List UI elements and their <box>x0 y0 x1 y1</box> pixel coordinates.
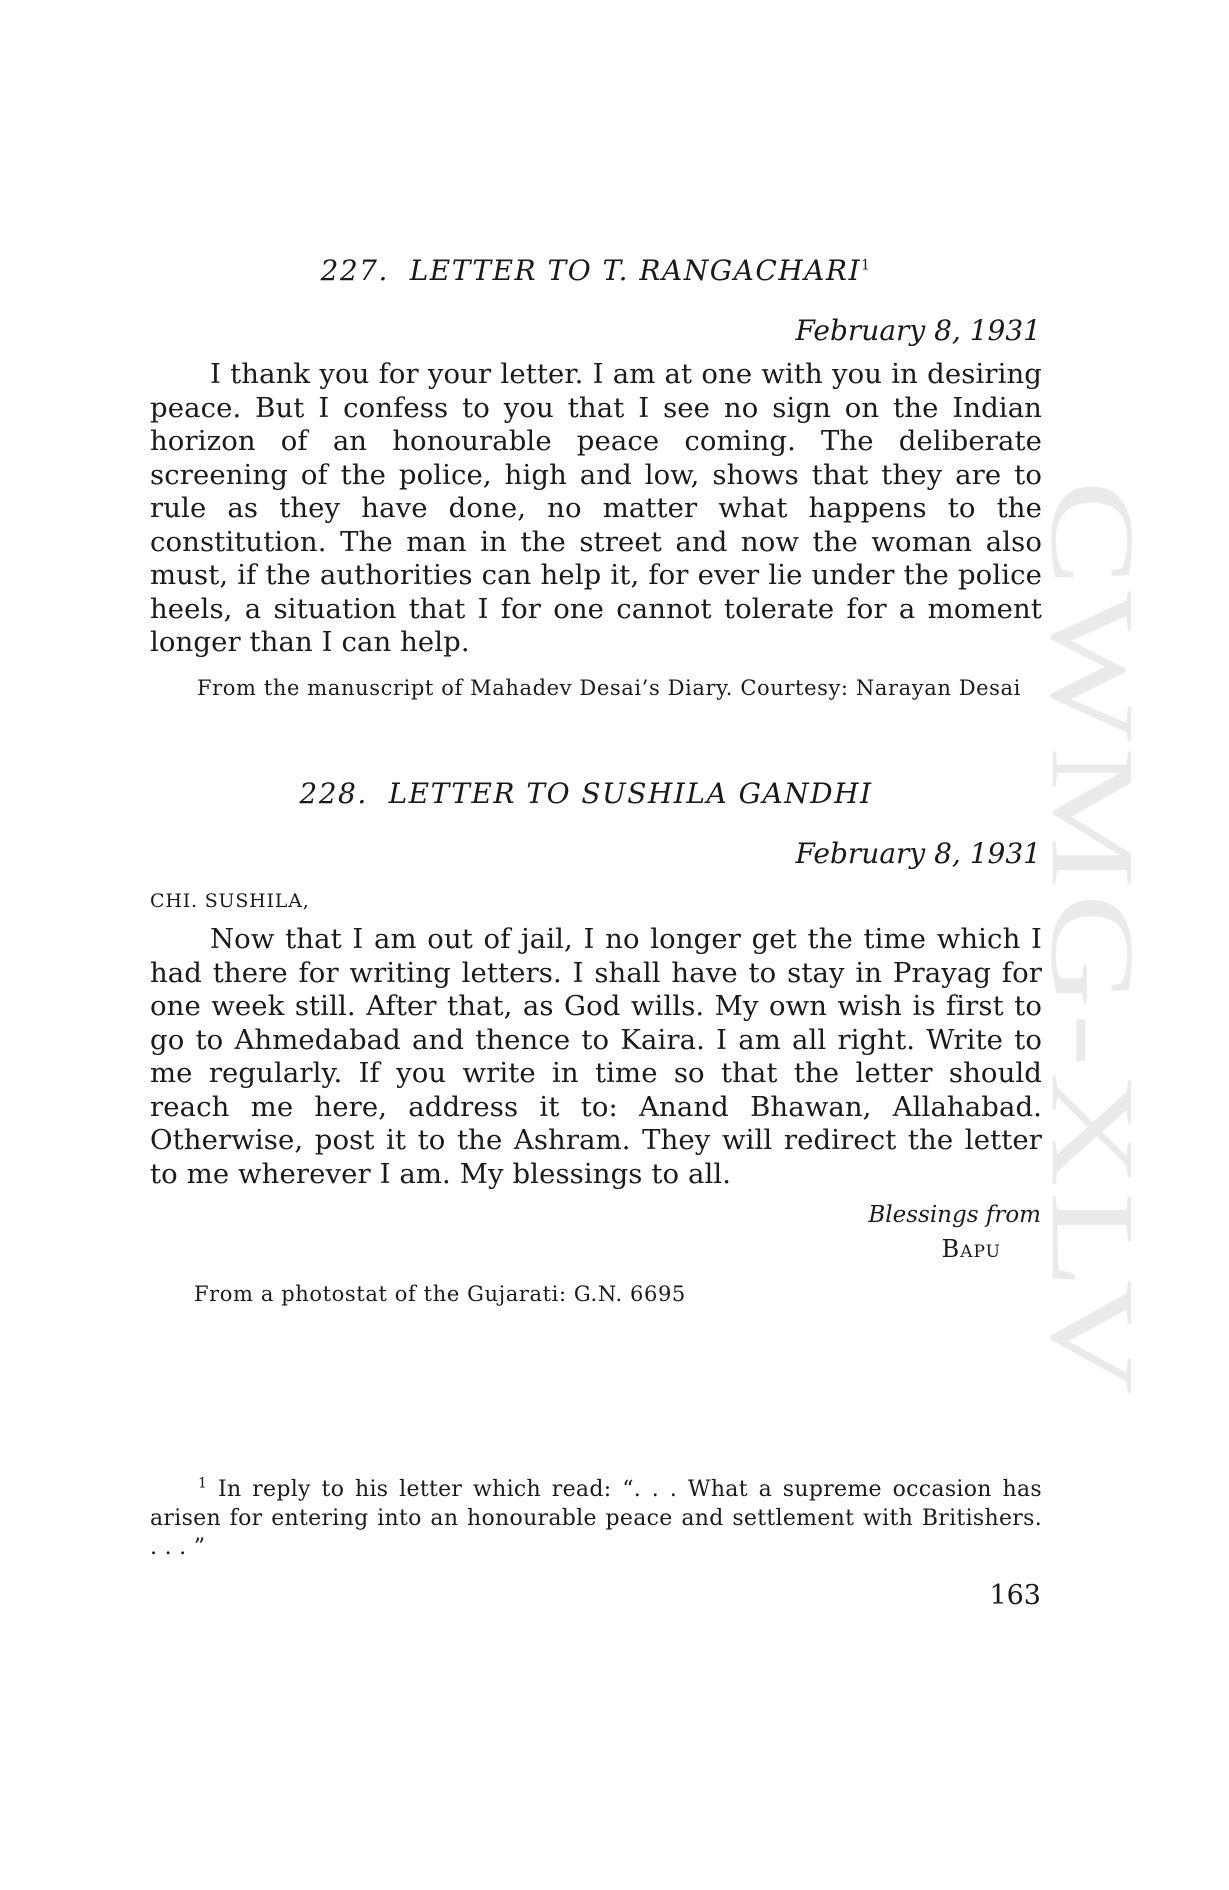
cwmg-watermark <box>1026 470 1160 1410</box>
letter-227-body-block <box>150 358 1042 660</box>
letter-227-number: 227. <box>320 254 389 287</box>
letter-227-body: I thank you for your letter. I am at one with you in desiring peace. But I confess to you that I see no sign on the Indian horizon of an honourable peace coming. The deliberate screening of the police, high and low, shows that they are to rule as they have done, no matter what happens to the constitution. The man in the street and now the woman also must, if the authorities can help it, for ever lie under the police heels, a situation that I for one cannot tolerate for a moment longer than I can help. <box>150 358 1042 658</box>
letter-227-footnote-ref: 1 <box>861 257 872 274</box>
letter-228-signature: Bapu <box>941 1235 1001 1263</box>
letter-228-salutation: CHI. SUSHILA, <box>150 890 310 912</box>
letter-227-title: LETTER TO T. RANGACHARI <box>409 254 862 287</box>
letter-227-heading <box>150 254 1042 287</box>
footnote-text: In reply to his letter which read: “. . . What a supreme occasion has arisen for entering into an honourable peace and settlement with Britishers. . . . ” <box>150 1477 1042 1560</box>
watermark-text: CWMG-XLV <box>1026 480 1160 1175</box>
letter-228-source: From a photostat of the Gujarati: G.N. 6695 <box>194 1282 686 1306</box>
letter-228-date: February 8, 1931 <box>795 837 1041 870</box>
letter-228-heading <box>140 777 1032 810</box>
footnote-marker: 1 <box>198 1475 208 1492</box>
letter-228-body: Now that I am out of jail, I no longer get the time which I had there for writing letters. I shall have to stay in Prayag for one week still. After that, as God wills. My own wish is first to go to Ahmedabad and thence to Kaira. I am all right. Write to me regularly. If you write in time so that the letter should reach me here, address it to: Anand Bhawan, Allahabad. Otherwise, post it to the Ashram. They will redirect the letter to me wherever I am. My blessings to all. <box>150 923 1042 1190</box>
letter-228-body-block <box>150 923 1042 1191</box>
letter-228-closing: Blessings from <box>868 1202 1041 1228</box>
letter-227-source: From the manuscript of Mahadev Desai’s Diary. Courtesy: Narayan Desai <box>197 676 1021 700</box>
footnote <box>150 1475 1042 1562</box>
page-number: 163 <box>989 1580 1041 1611</box>
letter-228-number: 228. <box>299 777 368 810</box>
letter-227-date: February 8, 1931 <box>795 314 1041 347</box>
letter-228-title: LETTER TO SUSHILA GANDHI <box>388 777 873 810</box>
